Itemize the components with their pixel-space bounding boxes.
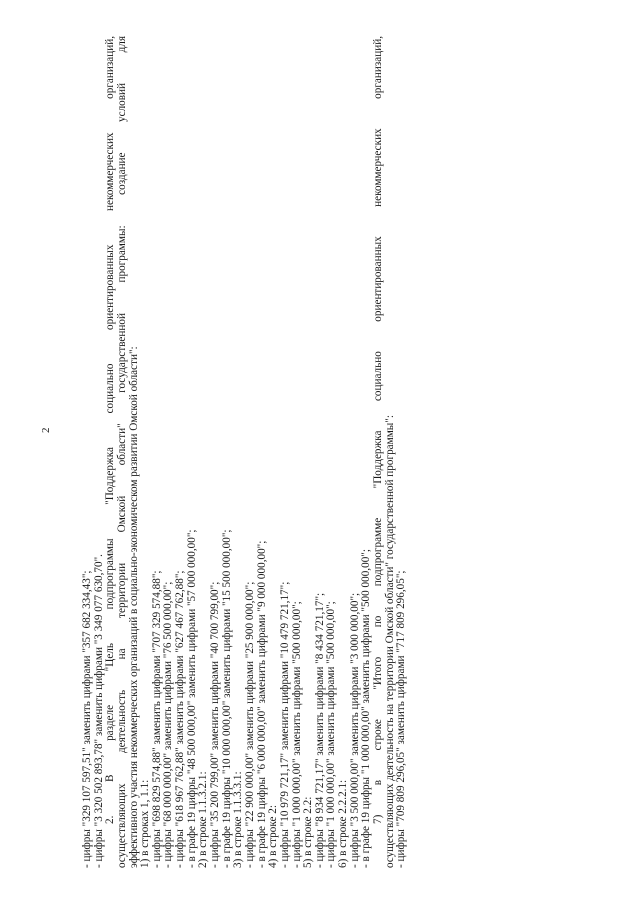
text-line: 4) в строке 2:	[267, 805, 280, 868]
text-line: - в графе 19 цифры "6 000 000,00" заменить цифрами "9 000 000,00";	[255, 540, 268, 868]
text-line: - цифры "1 000 000,00" заменить цифрами "500 000,00";	[325, 601, 338, 868]
text-line: - в графе 19 цифры "10 000 000,00" заменить цифрами "15 500 000,00";	[220, 529, 233, 868]
text-line: - цифры "698 829 574,88" заменить цифрами "707 329 574,88";	[150, 570, 163, 868]
text-line: - цифры "8 934 721,17" заменить цифрами "8 434 721,17";	[313, 592, 326, 868]
text-line: - цифры "3 320 502 893,78" заменить цифрами "3 349 077 630,70".	[92, 554, 105, 868]
text-line: - цифры "3 500 000,00" заменить цифрами "3 000 000,00";	[348, 592, 361, 868]
text-line: 2. В разделе "Цель подпрограммы "Поддержка социально ориентированных некоммерческих организаций,	[104, 36, 117, 824]
text-line: 5) в строке 2.2:	[302, 796, 315, 868]
text-line: - цифры "35 200 799,00" заменить цифрами "40 700 799,00";	[209, 581, 222, 868]
text-line: 7) в строке "Итого по подпрограмме "Поддержка социально ориентированных некоммерческих организаций,	[372, 36, 385, 824]
text-line: 1) в строках 1, 1.1:	[139, 779, 152, 868]
page-number: 2	[40, 427, 52, 433]
text-line: 3) в строке 1.1.3.3.1:	[232, 771, 245, 868]
text-line: осуществляющих деятельность на территории Омской области" государственной программы":	[383, 415, 396, 868]
text-line: - цифры "618 967 762,88" заменить цифрами "627 467 762,88";	[174, 570, 187, 868]
text-line: 6) в строке 2.2.2.1:	[337, 779, 350, 868]
amendment-text-block	[82, 36, 408, 868]
text-line: осуществляющих деятельность на территории Омской области" государственной программы: создание условий для	[115, 36, 128, 868]
text-line: эффективного участия некоммерческих организаций в социально-экономическом развитии Омской области":	[127, 346, 140, 868]
text-line: - цифры "709 809 296,05" заменить цифрами "717 809 296,05";	[395, 570, 408, 868]
text-line: - в графе 19 цифры "48 500 000,00" заменить цифрами "57 000 000,00";	[185, 529, 198, 868]
text-line: - цифры "1 000 000,00" заменить цифрами "500 000,00";	[290, 601, 303, 868]
text-line: - цифры "68 000 000,00" заменить цифрами "76 500 000,00";	[162, 581, 175, 868]
text-line: - в графе 19 цифры "1 000 000,00" заменить цифрами "500 000,00";	[360, 549, 373, 868]
text-line: - цифры "10 979 721,17" заменить цифрами "10 479 721,17";	[278, 581, 291, 868]
text-line: - цифры "22 900 000,00" заменить цифрами "25 900 000,00";	[243, 581, 256, 868]
text-line: - цифры "329 107 597,51" заменить цифрами "357 682 334,43";	[81, 570, 93, 868]
text-line: 2) в строке 1.1.3.2.1:	[197, 771, 210, 868]
